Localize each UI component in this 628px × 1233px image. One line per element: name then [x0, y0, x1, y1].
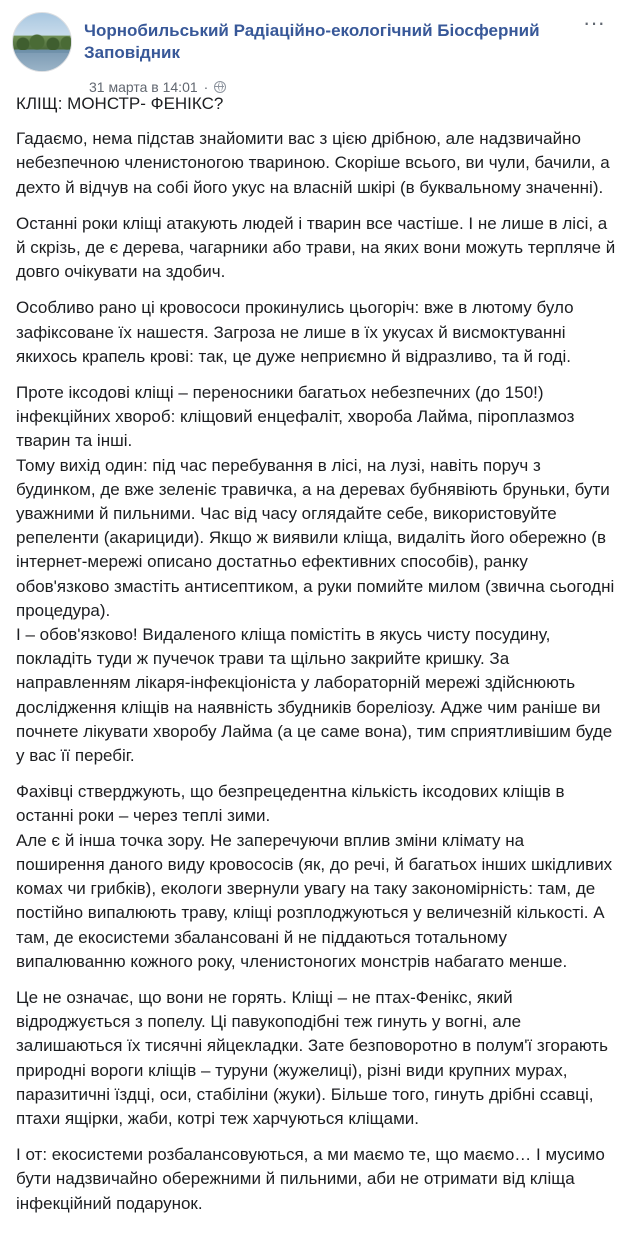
post-paragraph: Проте іксодові кліщі – переносники багатьох небезпечних (до 150!) інфекційних хвороб: кліщовий енцефаліт, хвороба Лайма, піроплазмоз тварин та інші. Тому вихід один: під час перебування в лісі, на лузі, навіть поруч з будинком, де вже зеленіє травичка, а на деревах бубнявіють бруньки, бути уважними й пильними. Час від часу оглядайте себе, використовуйте репеленти (акарициди). Якщо ж виявили кліща, видаліть його обережно (в інтернет-мережі описано достатньо ефективних способів), ранку обов'язково змастіть антисептиком, а руки помийте милом (звична сьогодні процедура). І – обов'язково! Видаленого кліща помістіть в якусь чисту посудину, покладіть туди ж пучечок трави та щільно закрийте кришку. За направленням лікаря-інфекціоніста у лабораторній мережі здійснюють дослідження кліщів на наявність збудників бореліозу. Адже чим раніше ви почнете лікувати хворобу Лайма (а це саме вона), тим сприятливішим буде у вас її перебіг.: [16, 383, 615, 766]
post-content: [16, 92, 616, 1228]
post-paragraph: Це не означає, що вони не горять. Кліщі – не птах-Фенікс, який відроджується з попелу. Ці павукоподібні теж гинуть у вогні, але залишаються їх тисячні яйцекладки. Зате безповоротно в полум'ї згорають природні вороги кліщів – туруни (жужелиці), різні види крупних мурах, паразитичні їздці, оси, стабіліни (жуки). Більше того, гинуть дрібні ссавці, птахи ящірки, жаби, котрі теж харчуються кліщами.: [16, 987, 608, 1128]
post-title: КЛІЩ: МОНСТР- ФЕНІКС?: [16, 94, 224, 113]
page-name-link[interactable]: Чорнобильський Радіаційно-екологічний Біосферний Заповідник: [84, 21, 540, 62]
post-paragraph: Гадаємо, нема підстав знайомити вас з цією дрібною, але надзвичайно небезпечною членистоногою твариною. Скоріше всього, ви чули, бачили, а дехто й відчув на собі його укус на власній шкірі (в буквальному значенні).: [16, 129, 610, 197]
meta-separator: ·: [203, 79, 209, 95]
post-header: [12, 10, 616, 95]
more-dots-icon[interactable]: ···: [583, 10, 605, 35]
post-paragraph: Останні роки кліщі атакують людей і тварин все частіше. І не лише в лісі, а й скрізь, де є дерева, чагарники або трави, на яких вони можуть терпляче й довго очікувати на здобич.: [16, 213, 616, 282]
post-paragraph: Фахівці стверджують, що безпрецедентна кількість іксодових кліщів в останні роки – через теплі зими. Але є й інша точка зору. Не заперечуючи вплив зміни клімату на поширення даного виду кровососів (як, до речі, й багатьох інших шкідливих комах чи грибків), екологи звернули увагу на таку закономірність: там, де постійно випалюють траву, кліщі розплоджуються у величезній кількості. А там, де екосистеми збалансовані й не піддаються тотальному випалюванню кожного року, членистоногих монстрів набагато менше.: [16, 782, 613, 971]
post-paragraph: І от: екосистеми розбалансовуються, а ми маємо те, що маємо… І мусимо бути надзвичайно обережними й пильними, аби не отримати від кліща інфекційний подарунок.: [16, 1145, 605, 1213]
post-paragraph: Особливо рано ці кровососи прокинулись цьогоріч: вже в лютому було зафіксоване їх нашестя. Загроза не лише в їх укусах й висмоктуванні якихось крапель крові: так, це дуже неприємно й відразливо, та й годі.: [16, 298, 574, 366]
avatar-trees-graphic: [13, 34, 72, 50]
post-timestamp[interactable]: 31 марта в 14:01: [89, 79, 198, 95]
page-avatar[interactable]: [12, 12, 72, 72]
avatar-water-graphic: [13, 53, 72, 72]
